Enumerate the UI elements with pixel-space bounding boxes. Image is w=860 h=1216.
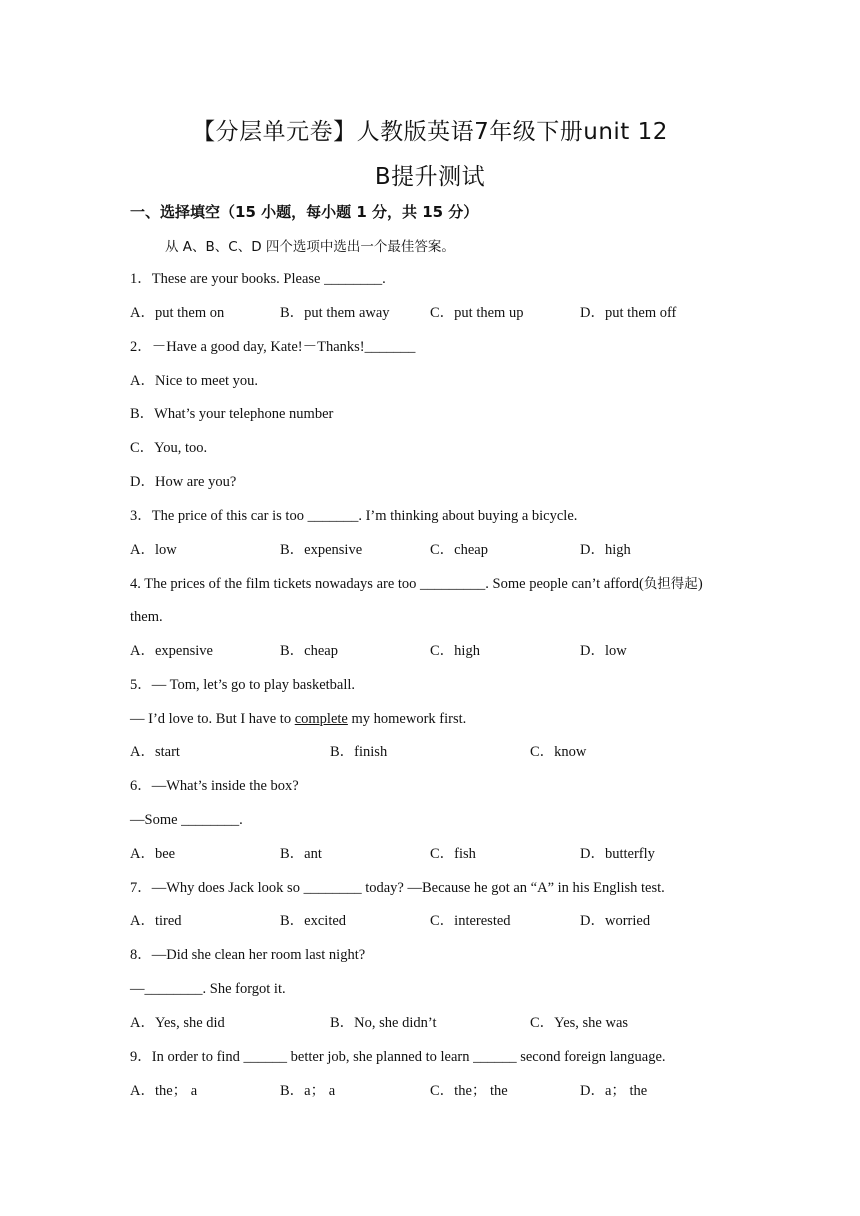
question-7-option-c: C．interested [430,913,511,929]
question-4-option-a: A．expensive [130,643,213,659]
question-2-option-b: B．What’s your telephone number [130,406,334,422]
question-8-option-b: B．No, she didn’t [330,1015,437,1031]
question-4-stem-text: 4. The prices of the film tickets nowadays are too _________. Some people can’t afford( [130,576,644,592]
question-5-underlined-word: complete [294,711,348,727]
question-6-option-d: D．butterfly [580,846,655,862]
question-1-option-d: D．put them off [580,305,677,321]
section-heading: 一、选择填空（15 小题，每小题 1 分，共 15 分） [130,203,479,221]
question-4-stem [130,575,703,593]
question-4-option-d: D．low [580,643,627,659]
question-1-option-a: A．put them on [130,305,225,321]
question-4-option-c: C．high [430,643,480,659]
question-1-option-b: B．put them away [280,305,390,321]
question-5-reply-end: my homework first. [347,711,467,727]
question-2-option-c: C．You, too. [130,440,208,456]
question-3-option-d: D．high [580,542,631,558]
question-6-option-c: C．fish [430,846,476,862]
question-6-reply: —Some ________. [130,812,243,828]
question-9-option-a: A．the； a [130,1083,198,1099]
question-8-stem: 8．—Did she clean her room last night? [130,947,366,963]
question-9-stem: 9．In order to find ______ better job, she planned to learn ______ second foreign language. [130,1049,666,1065]
question-5-option-b: B．finish [330,744,388,760]
question-9-option-c: C．the； the [430,1083,508,1099]
question-2-stem: 2．－Have a good day, Kate!－Thanks!_______ [130,339,416,355]
question-2-option-a: A．Nice to meet you. [130,373,259,389]
question-3-stem: 3．The price of this car is too _______. I’m thinking about buying a bicycle. [130,508,578,524]
question-3-option-a: A．low [130,542,177,558]
question-5-option-a: A．start [130,744,180,760]
question-8-option-c: C．Yes, she was [530,1015,629,1031]
question-6-stem: 6．—What’s inside the box? [130,778,299,794]
question-3-option-b: B．expensive [280,542,363,558]
question-5-option-c: C．know [530,744,587,760]
question-4-stem-close: ) [697,576,703,592]
question-2-option-d: D．How are you? [130,474,237,490]
question-5-reply-start: — I’d love to. But I have to [130,711,295,727]
section-instruction: 从 A、B、C、D 四个选项中选出一个最佳答案。 [165,239,455,255]
question-1-stem: 1．These are your books. Please ________. [130,271,386,287]
question-7-stem: 7．—Why does Jack look so ________ today? —Because he got an “A” in his English test. [130,880,665,896]
question-8-option-a: A．Yes, she did [130,1015,225,1031]
question-1-option-c: C．put them up [430,305,524,321]
question-6-option-a: A．bee [130,846,176,862]
document-title-line-2: B提升测试 [374,164,486,190]
question-9-option-d: D．a； the [580,1083,648,1099]
question-3-option-c: C．cheap [430,542,488,558]
question-4-option-b: B．cheap [280,643,338,659]
question-7-option-a: A．tired [130,913,182,929]
question-8-reply: —________. She forgot it. [130,981,286,997]
question-4-stem-gloss: 负担得起 [643,576,698,592]
question-4-stem-line-2: them. [130,609,163,625]
question-5-stem: 5．— Tom, let’s go to play basketball. [130,677,356,693]
question-5-reply [130,710,466,728]
question-6-option-b: B．ant [280,846,322,862]
question-7-option-b: B．excited [280,913,347,929]
question-7-option-d: D．worried [580,913,651,929]
document-title-line-1: 【分层单元卷】人教版英语7年级下册unit 12 [192,119,668,145]
question-9-option-b: B．a； a [280,1083,336,1099]
